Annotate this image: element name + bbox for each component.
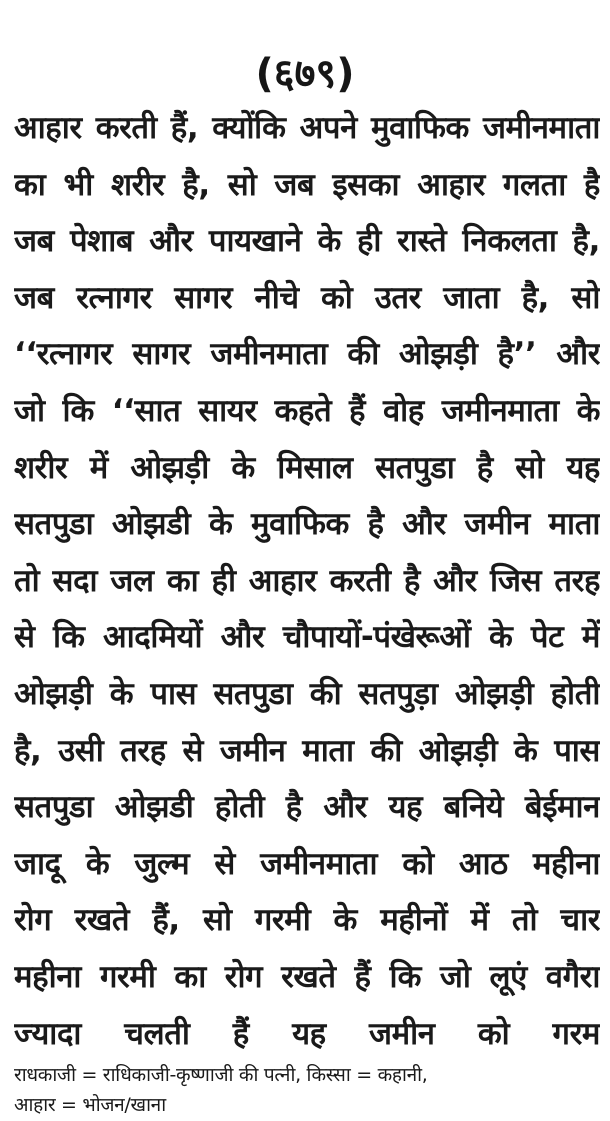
footnote bbox=[14, 1060, 604, 1120]
text-line: ओझड़ी के पास सतपुडा की सतपुड़ा ओझड़ी होती bbox=[14, 675, 600, 712]
body-text bbox=[14, 100, 600, 1062]
footnote-line: राधकाजी = राधिकाजी-कृष्णाजी की पत्नी, किस्सा = कहानी, bbox=[14, 1064, 428, 1086]
text-line: जो कि ‘‘सात सायर कहते हैं वोह जमीनमाता के bbox=[14, 392, 600, 429]
text-line: सतपुडा ओझडी के मुवाफिक है और जमीन माता bbox=[14, 506, 600, 543]
text-line: जब पेशाब और पायखाने के ही रास्ते निकलता है, bbox=[14, 223, 600, 260]
text-line: जादू के जुल्म से जमीनमाता को आठ महीना bbox=[14, 845, 600, 882]
text-line: ज्यादा चलती हैं यह जमीन को गरम bbox=[14, 1015, 600, 1052]
text-line: ‘‘रत्नागर सागर जमीनमाता की ओझड़ी है’’ और bbox=[14, 336, 600, 373]
text-line: आहार करती हैं, क्योंकि अपने मुवाफिक जमीनमाता bbox=[14, 110, 600, 146]
text-line: जब रत्नागर सागर नीचे को उतर जाता है, सो bbox=[14, 279, 600, 316]
text-line: से कि आदमियों और चौपायों-पंखेरूओं के पेट में bbox=[14, 619, 600, 656]
text-line: महीना गरमी का रोग रखते हैं कि जो लूएं वगैरा bbox=[14, 958, 600, 995]
text-line: सतपुडा ओझडी होती है और यह बनिये बेईमान bbox=[14, 789, 600, 826]
text-line: शरीर में ओझड़ी के मिसाल सतपुडा है सो यह bbox=[14, 449, 600, 486]
footnote-line: आहार = भोजन/खाना bbox=[14, 1094, 166, 1116]
page-number: (६७९) bbox=[255, 51, 355, 97]
text-line: का भी शरीर है, सो जब इसका आहार गलता है bbox=[14, 166, 600, 203]
text-line: तो सदा जल का ही आहार करती है और जिस तरह bbox=[14, 562, 600, 599]
text-line: है, उसी तरह से जमीन माता की ओझड़ी के पास bbox=[14, 732, 600, 769]
text-line: रोग रखते हैं, सो गरमी के महीनों में तो चार bbox=[14, 902, 600, 939]
